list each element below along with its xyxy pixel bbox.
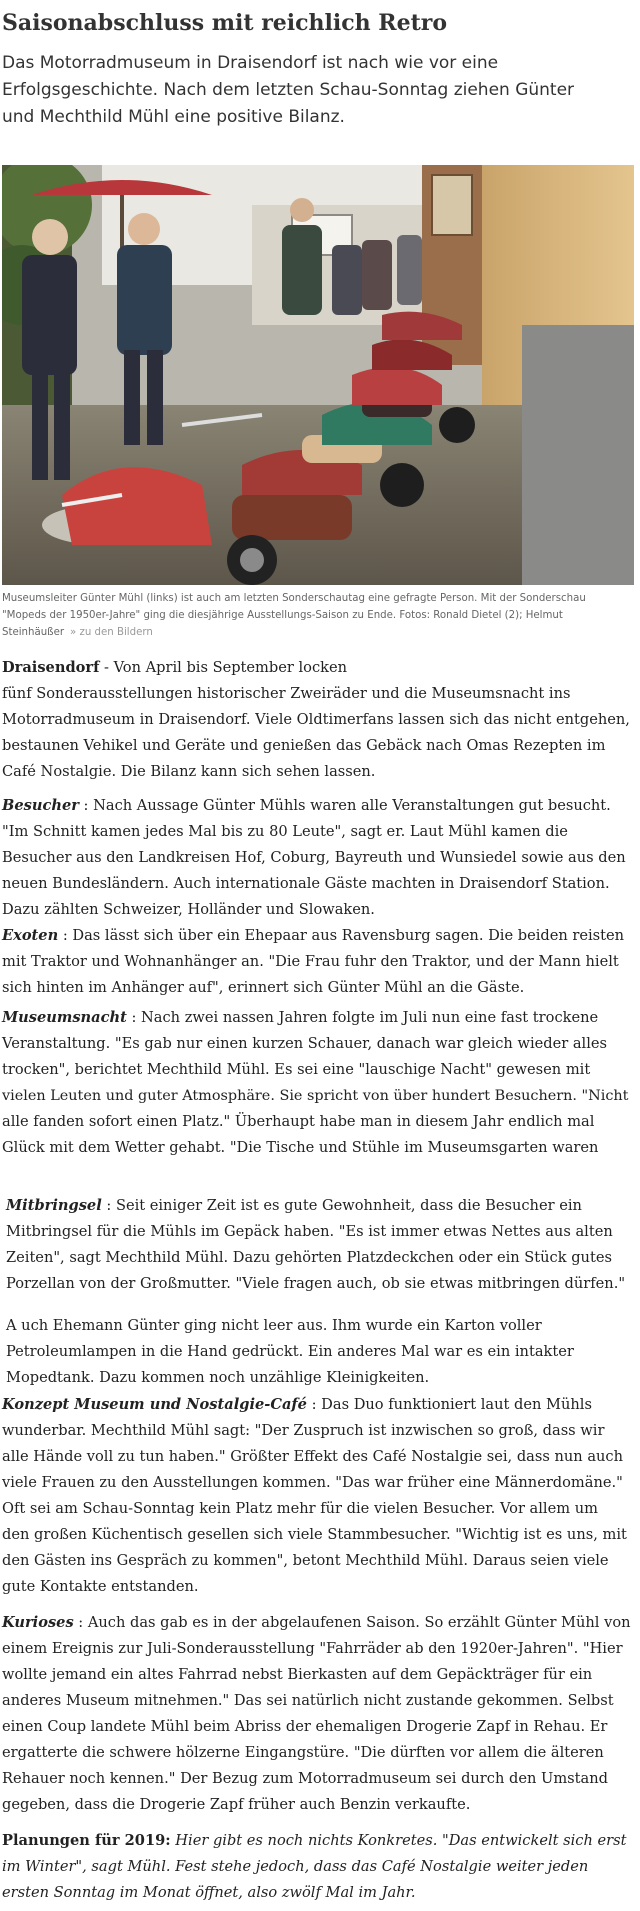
lead-line: Erfolgsgeschichte. Nach dem letzten Schau-Sonntag ziehen Günter [2, 80, 575, 100]
paragraph-konzept [2, 1392, 636, 1600]
article-photo[interactable] [2, 165, 634, 585]
paragraph-ehemann [6, 1313, 640, 1391]
text-line: Veranstaltung. "Es gab nur einen kurzen Schauer, danach war gleich wieder alles [2, 1035, 607, 1052]
text-line: fünf Sonderausstellungen historischer Zweiräder und die Museumsnacht ins [2, 685, 571, 702]
text-line: ergatterte die schwere hölzerne Eingangstüre. "Die dürften vor allem die älteren [2, 1744, 604, 1761]
text-fragment: : Nach zwei nassen Jahren folgte im Juli nun eine fast trockene [126, 1009, 599, 1026]
text-line: Motorradmuseum in Draisendorf. Viele Oldtimerfans lassen sich das nicht entgehen, [2, 711, 630, 728]
text-fragment: : Nach Aussage Günter Mühls waren alle Veranstaltungen gut besucht. [78, 797, 611, 814]
paragraph-mitbringsel [6, 1193, 640, 1297]
text-line: Oft sei am Schau-Sonntag kein Platz mehr für die vielen Besucher. Vor allem um [2, 1500, 598, 1517]
caption-line: "Mopeds der 1950er-Jahre" ging die diesjährige Ausstellungs-Saison zu Ende. Fotos: Ronald Dietel (2); Helmut [2, 610, 563, 621]
text-line: Café Nostalgie. Die Bilanz kann sich sehen lassen. [2, 763, 376, 780]
text-line [2, 1005, 636, 1031]
text-line [2, 1828, 636, 1854]
text-line: Porzellan von der Großmutter. "Viele fragen auch, ob sie etwas mitbringen dürfen." [6, 1275, 626, 1292]
text-line: alle Hände voll zu tun haben." Größter Effekt des Café Nostalgie sei, dass nun auch [2, 1448, 623, 1465]
photo-caption [2, 590, 632, 641]
text-line: Mitbringsel für die Mühls im Gepäck haben. "Es ist immer etwas Nettes aus alten [6, 1223, 613, 1240]
text-fragment: - Von April bis September locken [99, 659, 347, 676]
gallery-link[interactable]: » zu den Bildern [70, 627, 153, 638]
text-line [2, 1392, 636, 1418]
dateline: Draisendorf [2, 659, 100, 676]
caption-line: Museumsleiter Günter Mühl (links) ist auch am letzten Sonderschautag eine gefragte Person. Mit der Sonderschau [2, 593, 586, 604]
paragraph-kurioses [2, 1610, 636, 1818]
text-line [2, 793, 636, 819]
text-line: vielen Leuten und guter Atmosphäre. Sie spricht von über hundert Besuchern. "Nicht [2, 1088, 629, 1104]
section-keyword: Museumsnacht [2, 1009, 127, 1026]
text-line: A uch Ehemann Günter ging nicht leer aus. Ihm wurde ein Karton voller [6, 1317, 542, 1334]
text-line: wollte jemand ein altes Fahrrad nebst Bierkasten auf dem Gepäckträger für ein [2, 1666, 593, 1683]
paragraph-intro [2, 655, 636, 785]
text-line: neuen Bundesländern. Auch internationale Gäste machten in Draisendorf Station. [2, 875, 610, 892]
text-line: Zeiten", sagt Mechthild Mühl. Dazu gehörten Platzdeckchen oder ein Stück gutes [6, 1249, 612, 1266]
paragraph-planungen [2, 1828, 636, 1906]
paragraph-besucher [2, 793, 636, 923]
text-fragment: : Das Duo funktioniert laut den Mühls [306, 1396, 592, 1413]
section-keyword: Kurioses [2, 1614, 74, 1631]
text-fragment: Hier gibt es noch nichts Konkretes. "Das entwickelt sich erst [170, 1832, 627, 1849]
text-fragment: : Auch das gab es in der abgelaufenen Saison. So erzählt Günter Mühl von [73, 1614, 631, 1631]
text-line: viele Frauen zu den Ausstellungen kommen. "Das war früher eine Männerdomäne." [2, 1474, 623, 1491]
article-lead [2, 50, 596, 131]
paragraph-exoten [2, 923, 636, 1001]
text-line: Rehauer noch kennen." Der Bezug zum Motorradmuseum sei durch den Umstand [2, 1770, 608, 1787]
text-line [2, 1610, 636, 1636]
text-line: Petroleumlampen in die Hand gedrückt. Ein anderes Mal war es ein intakter [6, 1343, 574, 1360]
section-keyword: Planungen für 2019: [2, 1832, 171, 1849]
text-line: den Gästen ins Gespräch zu kommen", betont Mechthild Mühl. Daraus seien viele [2, 1552, 609, 1569]
section-keyword: Konzept Museum und Nostalgie-Café [2, 1396, 307, 1413]
text-line: trocken", berichtet Mechthild Mühl. Es sei eine "lauschige Nacht" gewesen mit [2, 1061, 591, 1078]
lead-line: Das Motorradmuseum in Draisendorf ist nach wie vor eine [2, 53, 499, 73]
text-line: bestaunen Vehikel und Geräte und genießen das Gebäck nach Omas Rezepten im [2, 737, 606, 754]
lead-line: und Mechthild Mühl eine positive Bilanz. [2, 107, 345, 127]
text-fragment: : Das lässt sich über ein Ehepaar aus Ravensburg sagen. Die beiden reisten [58, 927, 625, 944]
text-line: ersten Sonntag im Monat öffnet, also zwölf Mal im Jahr. [2, 1884, 416, 1901]
text-line: einen Coup landete Mühl beim Abriss der ehemaligen Drogerie Zapf in Rehau. Er [2, 1718, 608, 1735]
article-headline: Saisonabschluss mit reichlich Retro [2, 10, 448, 36]
section-keyword: Mitbringsel [6, 1197, 102, 1214]
section-keyword: Besucher [2, 797, 79, 814]
text-line: alle fanden sofort einen Platz." Überhaupt habe man in diesem Jahr endlich mal [2, 1113, 595, 1130]
caption-line [2, 624, 632, 641]
text-line [2, 923, 636, 949]
text-line: einem Ereignis zur Juli-Sonderausstellung "Fahrräder ab den 1920er-Jahren". "Hier [2, 1640, 623, 1657]
museum-motorcycles-photo-icon [2, 165, 634, 585]
text-fragment: : Seit einiger Zeit ist es gute Gewohnheit, dass die Besucher ein [101, 1197, 582, 1214]
text-line: mit Traktor und Wohnanhänger an. "Die Frau fuhr den Traktor, und der Mann hielt [2, 953, 619, 970]
text-line: "Im Schnitt kamen jedes Mal bis zu 80 Leute", sagt er. Laut Mühl kamen die [2, 823, 568, 840]
text-line: sich hinten im Anhänger auf", erinnert sich Günter Mühl an die Gäste. [2, 979, 525, 996]
text-line: im Winter", sagt Mühl. Fest stehe jedoch, dass das Café Nostalgie weiter jeden [2, 1858, 589, 1875]
text-line: gute Kontakte entstanden. [2, 1578, 199, 1595]
text-line: Besucher aus den Landkreisen Hof, Coburg, Bayreuth und Wunsiedel sowie aus den [2, 849, 626, 866]
text-line: wunderbar. Mechthild Mühl sagt: "Der Zuspruch ist inzwischen so groß, dass wir [2, 1422, 605, 1439]
text-line: gegeben, dass die Drogerie Zapf früher auch Benzin verkaufte. [2, 1796, 471, 1813]
text-line: Mopedtank. Dazu kommen noch unzählige Kleinigkeiten. [6, 1369, 430, 1386]
text-line [6, 1193, 640, 1219]
text-line: anderes Museum mitnehmen." Das sei natürlich nicht zustande gekommen. Selbst [2, 1692, 614, 1709]
text-line: den großen Küchentisch gesellen sich viele Stammbesucher. "Wichtig ist es uns, mit [2, 1526, 627, 1543]
caption-credit: Steinhäußer [2, 627, 65, 638]
text-line [2, 655, 636, 681]
text-line: Glück mit dem Wetter gehabt. "Die Tische und Stühle im Museumsgarten waren [2, 1139, 599, 1156]
section-keyword: Exoten [2, 927, 59, 944]
text-line: Dazu zählten Schweizer, Holländer und Slowaken. [2, 901, 375, 918]
paragraph-museumsnacht [2, 1005, 636, 1161]
